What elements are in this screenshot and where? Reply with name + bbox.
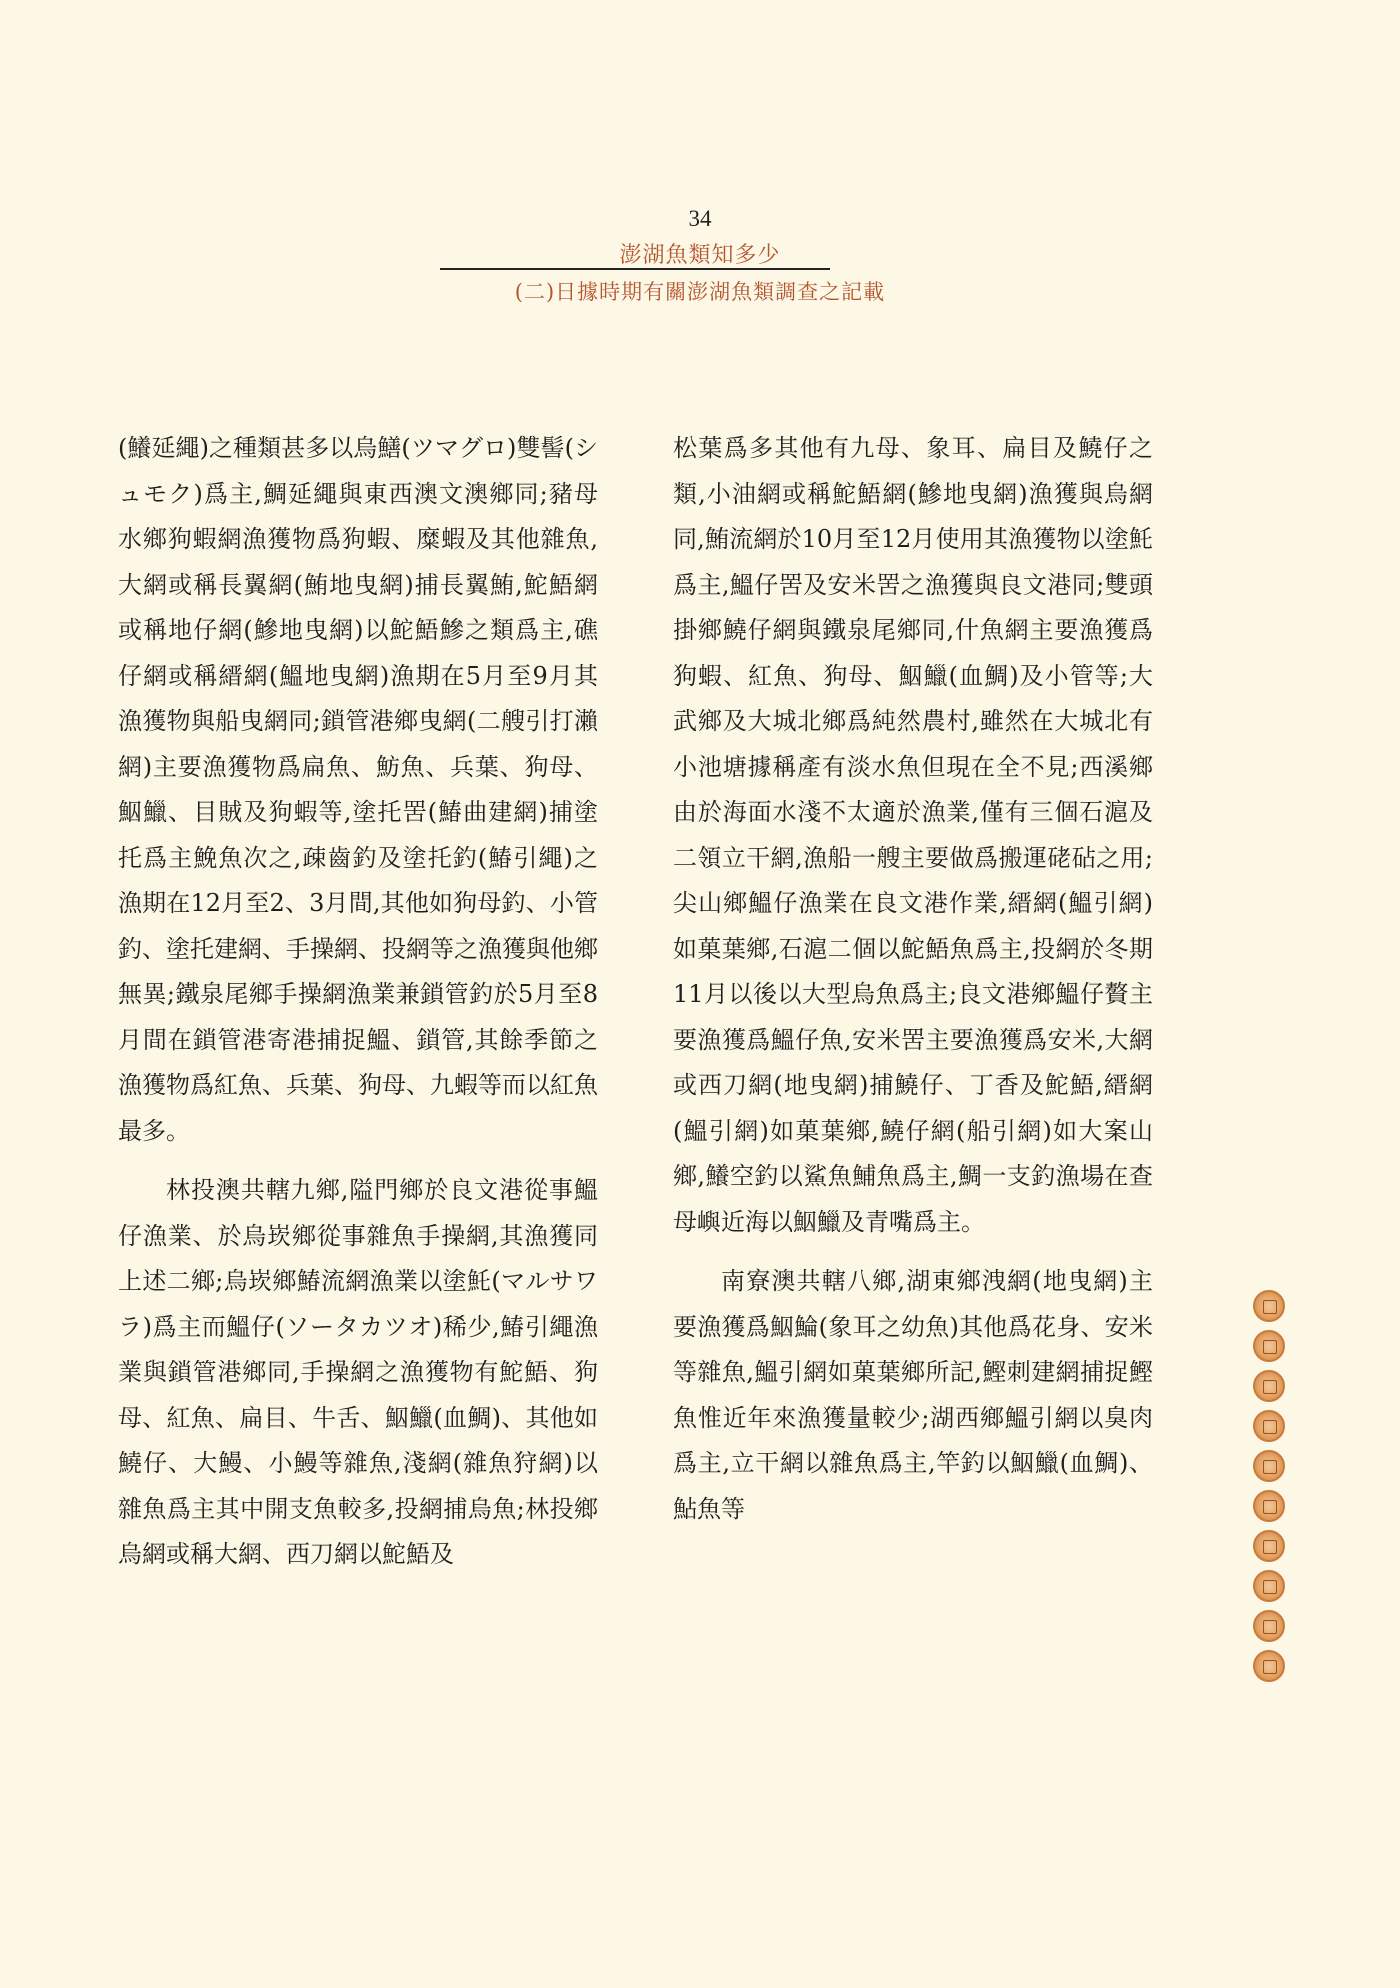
seal-stamp-icon bbox=[1253, 1610, 1285, 1642]
seal-stamp-icon bbox=[1253, 1370, 1285, 1402]
seal-stamp-icon bbox=[1253, 1330, 1285, 1362]
seal-stamp-icon bbox=[1253, 1410, 1285, 1442]
right-column bbox=[673, 426, 1153, 1532]
seal-stamp-icon bbox=[1253, 1650, 1285, 1682]
seal-stamp-icon bbox=[1253, 1490, 1285, 1522]
seal-stamp-icon bbox=[1253, 1570, 1285, 1602]
seal-strip bbox=[1253, 1290, 1287, 1690]
section-title: (二)日據時期有關澎湖魚類調查之記載 bbox=[514, 280, 886, 304]
book-title: 澎湖魚類知多少 bbox=[619, 243, 781, 268]
right-paragraph-2: 南寮澳共轄八鄉,湖東鄉洩網(地曳網)主要漁獲爲鮂鯩(象耳之幼魚)其他爲花身、安米等雜魚,鰮引網如菓葉鄉所記,鰹刺建網捕捉鰹魚惟近年來漁獲量較少;湖西鄉鰮引網以臭肉爲主,立干網以雜魚爲主,竿釣以鮂鱲(血鯛)、鮎魚等 bbox=[673, 1267, 1153, 1523]
page-number: 34 bbox=[688, 206, 712, 231]
seal-stamp-icon bbox=[1253, 1450, 1285, 1482]
seal-stamp-icon bbox=[1253, 1530, 1285, 1562]
seal-stamp-icon bbox=[1253, 1290, 1285, 1322]
right-paragraph-1: 松葉爲多其他有九母、象耳、扁目及鱙仔之類,小油網或稱鮀鯃網(鰺地曳網)漁獲與烏網同,鮪流網於10月至12月使用其漁獲物以塗魠爲主,鰮仔罟及安米罟之漁獲與良文港同;雙頭掛鄉鱙仔網與鐵泉尾鄉同,什魚網主要漁獲爲狗蝦、紅魚、狗母、鮂鱲(血鯛)及小管等;大武鄉及大城北鄉爲純然農村,雖然在大城北有小池塘據稱產有淡水魚但現在全不見;西溪鄉由於海面水淺不太適於漁業,僅有三個石滬及二領立干網,漁船一艘主要做爲搬運硓砧之用;尖山鄉鰮仔漁業在良文港作業,縉網(鰮引網)如菓葉鄉,石滬二個以鮀鯃魚爲主,投網於冬期11月以後以大型烏魚爲主;良文港鄉鰮仔贅主要漁獲爲鰮仔魚,安米罟主要漁獲爲安米,大網或西刀網(地曳網)捕鱙仔、丁香及鮀鯃,縉網(鰮引網)如菓葉鄉,鱙仔網(船引網)如大案山鄉,鱶空釣以鯊魚鯆魚爲主,鯛一支釣漁場在查母嶼近海以鮂鱲及青嘴爲主。 bbox=[673, 434, 1153, 1236]
left-paragraph-2: 林投澳共轄九鄉,隘門鄉於良文港從事鰮仔漁業、於烏崁鄉從事雜魚手操網,其漁獲同上述二鄉;烏崁鄉鰆流網漁業以塗魠(マルサワラ)爲主而鰮仔(ソータカツオ)稀少,鰆引繩漁業與鎖管港鄉同,手操網之漁獲物有鮀鯃、狗母、紅魚、扁目、牛舌、鮂鱲(血鯛)、其他如鱙仔、大鰻、小鰻等雜魚,淺網(雜魚狩網)以雜魚爲主其中開支魚較多,投網捕烏魚;林投鄉烏網或稱大網、西刀網以鮀鯃及 bbox=[118, 1176, 598, 1568]
left-column bbox=[118, 426, 598, 1578]
header-rule bbox=[440, 268, 830, 270]
left-paragraph-1: (鱶延繩)之種類甚多以烏鱔(ツマグロ)雙髻(シュモク)爲主,鯛延繩與東西澳文澳鄉同;豬母水鄉狗蝦網漁獲物爲狗蝦、糜蝦及其他雜魚,大網或稱長翼網(鮪地曳網)捕長翼鮪,鮀鯃網或稱地仔網(鰺地曳網)以鮀鯃鰺之類爲主,礁仔網或稱縉網(鰮地曳網)漁期在5月至9月其漁獲物與船曳網同;鎖管港鄉曳網(二艘引打瀨網)主要漁獲物爲扁魚、魴魚、兵葉、狗母、鮂鱲、目賊及狗蝦等,塗托罟(鰆曲建網)捕塗托爲主鮸魚次之,疎齒釣及塗托釣(鰆引繩)之漁期在12月至2、3月間,其他如狗母釣、小管釣、塗托建網、手操網、投網等之漁獲與他鄉無異;鐵泉尾鄉手操網漁業兼鎖管釣於5月至8月間在鎖管港寄港捕捉鰮、鎖管,其餘季節之漁獲物爲紅魚、兵葉、狗母、九蝦等而以紅魚最多。 bbox=[118, 434, 598, 1145]
